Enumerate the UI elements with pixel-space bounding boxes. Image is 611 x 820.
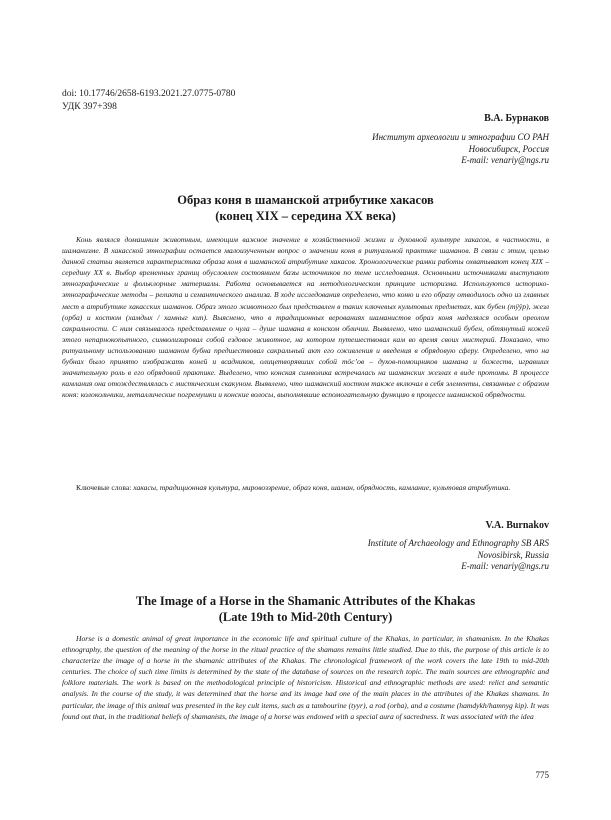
affiliation-ru [372,132,549,167]
title-en [62,593,549,625]
title-en-line1: The Image of a Horse in the Shamanic Attributes of the Khakas [135,594,476,608]
email-en: E-mail: venariy@ngs.ru [461,561,549,571]
keywords-text: хакасы, традиционная культура, мировоззрение, образ коня, шаман, обрядность, камлание, культовая атрибутика. [133,483,511,492]
city-en: Novosibirsk, Russia [477,549,549,560]
title-ru-line1: Образ коня в шаманской атрибутике хакасов [177,193,434,207]
doi: doi: 10.17746/2658-6193.2021.27.0775-0780 [62,89,236,99]
page-number: 775 [535,770,549,780]
institution-ru: Институт археологии и этнографии СО РАН [372,132,549,142]
email-ru: E-mail: venariy@ngs.ru [461,155,549,165]
title-ru [62,192,549,224]
article-meta [62,88,235,113]
udk: УДК 397+398 [62,101,117,112]
keywords-ru [62,482,549,493]
title-ru-line2: (конец XIX – середина XX века) [215,209,396,223]
abstract-en: Horse is a domestic animal of great importance in the economic life and spiritual culture of the Khakas, in particular, in shamanism. In the Khakas ethnography, the question of the meaning of the horse in the ritual practice of the shamans remains little studied. Due to this, the purpose of this article is to characterize the image of a horse in the shamanic attributes of the Khakas. The chronological framework of the work covers the late 19th to mid-20th centuries. The choice of such time limits is determined by the state of the database of sources on the research topic. The main sources are ethnographic and folklore materials. The work is based on the methodological principle of historicism. Historical and ethnographic methods are used: relict and semantic analysis. In the course of the study, it was determined that the horse and its image had one of the main places in the attributes of the Khakas shamans. In particular, the image of this animal was presented in the key cult items, such as a tambourine (tyyr), a rod (orba), and a costume (hamdykh/hamnyg kip). It was found out that, in the traditional beliefs of shamanists, the image of a horse was endowed with a special aura of sacredness. It was associated with the idea [62,634,549,721]
title-en-line2: (Late 19th to Mid-20th Century) [218,610,393,624]
author-en: V.A. Burnakov [485,520,549,531]
author-ru: В.А. Бурнаков [484,113,549,124]
city-ru: Новосибирск, Россия [468,143,549,154]
keywords-label: Ключевые слова: [76,483,132,492]
abstract-ru: Конь являлся домашним животным, имеющим важное значение в хозяйственной жизни и духовной культуре хакасов, в частности, в шаманизме. В хакасской этнографии остается малоизученным вопрос о значении коня в ритуальной практике шаманов. В связи с этим, целью данной статьи является характеристика образа коня в шаманской атрибутике хакасов. Хронологические рамки работы охватывают конец XIX – середину XX в. Выбор временных границ обусловлен состоянием базы источников по теме исследования. Основными источниками выступают этнографические и фольклорные материалы. Работа основывается на методологическом принципе историзма. Используются историко-этнографические методы – реликта и семантического анализа. В ходе исследования определено, что коню и его образу отводилось одно из главных мест в атрибутике хакасских шаманов. Образ этого животного был представлен в таких ключевых культовых предметах, как бубен (тӱӱр), жезл (орба) и костюм (хамдых / хамныг кип). Выяснено, что в традиционных верованиях шаманистов образ коня наделялся особым ореолом сакральности. С ним связывалось представление о чула – душе шамана в конском обличии. Выявлено, что шаманский бубен, обтянутый кожей этого непарнокопытного, символизировал собой ездовое животное, на котором путешествовал кам во время своих мистерий. Показано, что ритуальному использованию шаманом бубна предшествовал сакральный акт его оживления и введения в обрядовую сферу. Определено, что на бубнах было принято изображать коней и всадников, олицетворявших собой тӧс’ов – духов-помощников шамана и божеств, игравших значительную роль в его обрядовой практике. Выделено, что конская символика встречалась на шаманских жезлах в виде протомы. В процессе камлания она отождествлялась с мистическим скакуном. Выявлено, что шаманский костюм также включал в себя элементы, связанные с образом коня: колокольчики, металлические погремушки и конские волосы, выполнявшие вспомогательную функцию в процессе шаманской обрядности. [62,235,549,400]
affiliation-en [368,538,549,573]
institution-en: Institute of Archaeology and Ethnography SB ARS [367,538,549,548]
